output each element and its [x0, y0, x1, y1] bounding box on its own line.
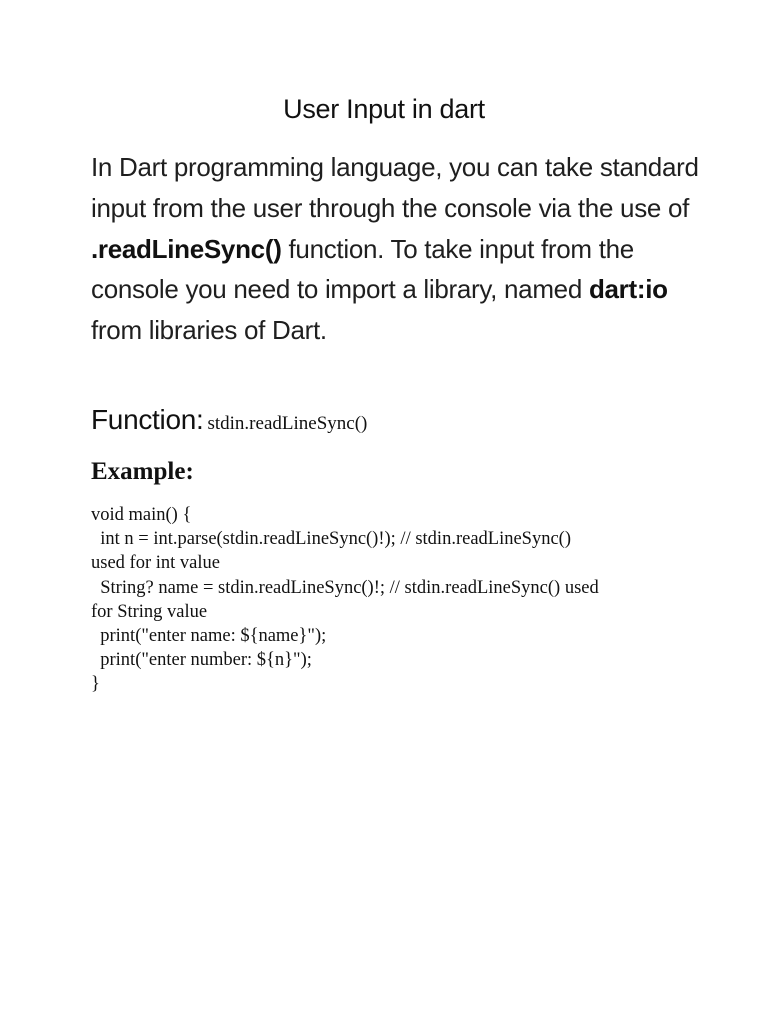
function-line — [91, 404, 691, 436]
code-line: print("enter number: ${n}"); — [91, 650, 312, 671]
intro-bold-dart-io: dart:io — [588, 274, 668, 305]
intro-paragraph — [91, 147, 701, 351]
intro-text-1: In Dart programming language, you can take standard input from the user through the console via the use of — [91, 152, 699, 223]
code-line: for String value — [91, 601, 208, 622]
code-line: print("enter name: ${name}"); — [91, 626, 327, 647]
code-line: String? name = stdin.readLineSync()!; // stdin.readLineSync() used — [91, 577, 599, 598]
code-line: int n = int.parse(stdin.readLineSync()!); // stdin.readLineSync() — [91, 529, 571, 550]
code-example — [91, 503, 691, 697]
page-title: User Input in dart — [283, 94, 485, 124]
intro-bold-readlinesync: .readLineSync() — [91, 233, 282, 264]
intro-text-2: function. To take input from the console you need to import a library, named — [91, 233, 634, 305]
function-label: Function: — [91, 404, 204, 435]
code-line: used for int value — [91, 553, 220, 574]
intro-text-3: from libraries of Dart. — [91, 315, 327, 346]
example-heading: Example: — [91, 458, 194, 485]
function-value: stdin.readLineSync() — [207, 413, 368, 434]
code-line: } — [91, 674, 100, 695]
code-line: void main() { — [91, 505, 192, 525]
